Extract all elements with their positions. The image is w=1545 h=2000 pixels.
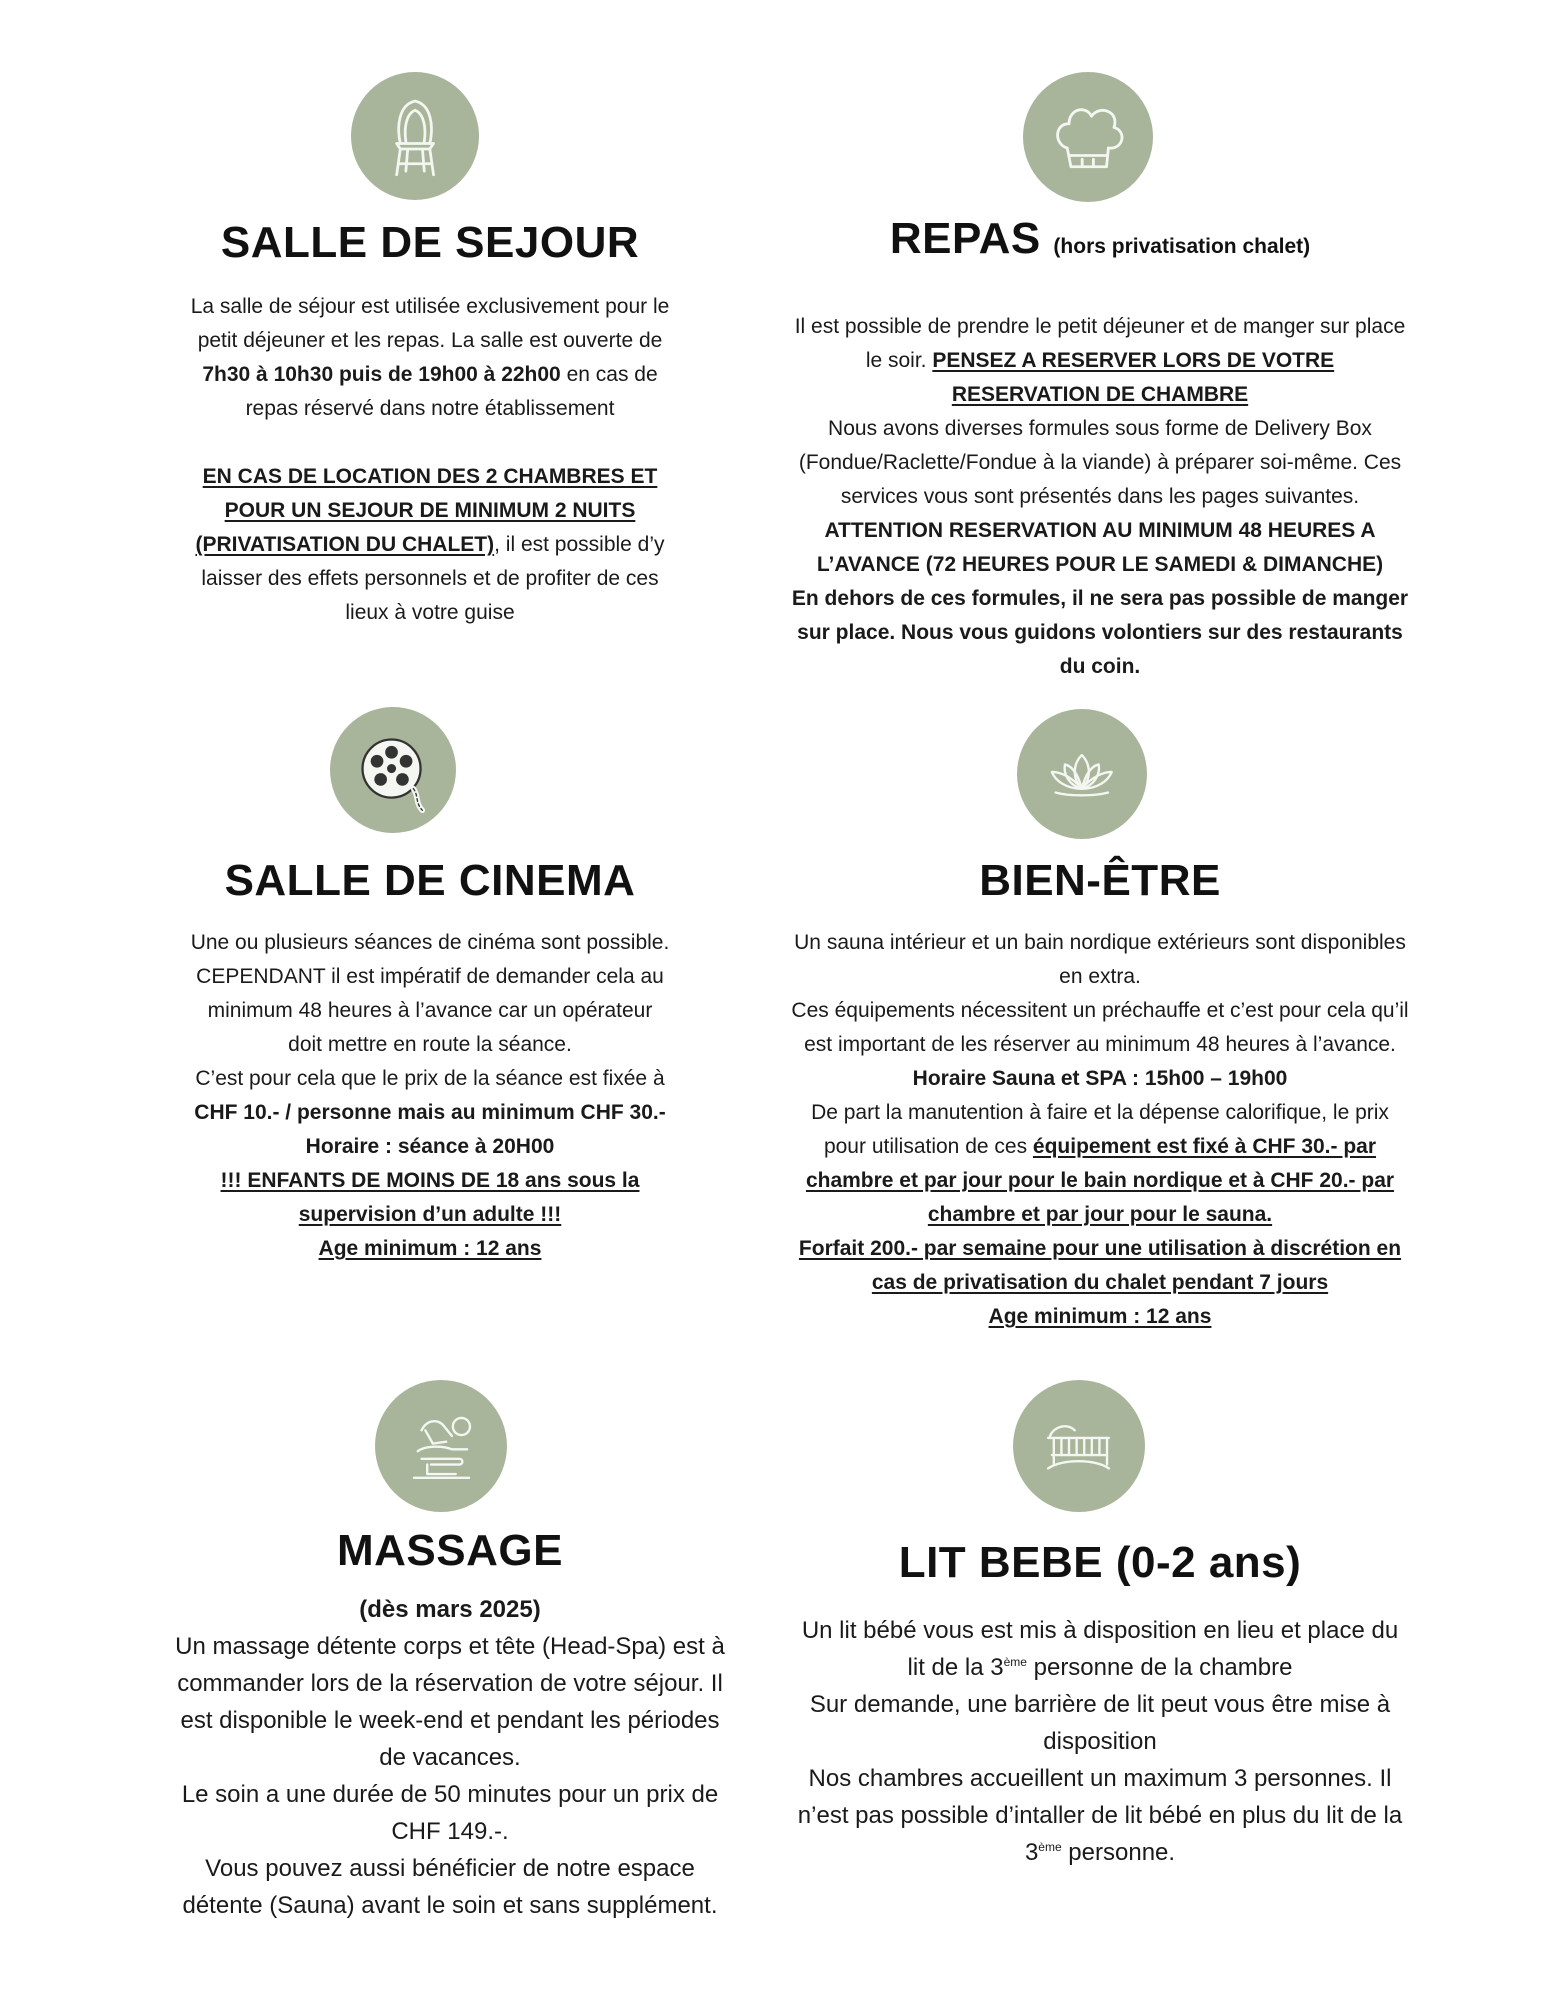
film-reel-icon (330, 707, 456, 833)
title-bien-etre: BIEN-ÊTRE (979, 856, 1221, 905)
baby-crib-icon (1013, 1380, 1145, 1512)
chef-hat-icon (1023, 72, 1153, 202)
title-salle-de-sejour: SALLE DE SEJOUR (220, 218, 640, 267)
title-lit-bebe: LIT BEBE (0-2 ans) (898, 1538, 1302, 1587)
section-salle-de-sejour (170, 0, 690, 624)
text-repas: Il est possible de prendre le petit déjeuner et de manger sur place le soir. PENSEZ A RESERVER LORS DE VOTRE RESERVATION DE CHAMBRE Nous avons diverses formules sous forme de Delivery Box (Fondue/Raclette/Fondue à la viande) à préparer soi-même. Ces services vous sont présentés dans les pages suivantes. ATTENTION RESERVATION AU MINIMUM 48 HEURES A L’AVANCE (72 HEURES POUR LE SAMEDI & DIMANCHE) En dehors de ces formules, il ne sera pas possible de manger sur place. Nous vous guidons volontiers sur des restaurants du coin. (791, 315, 1409, 678)
lotus-icon (1017, 709, 1147, 839)
massage-hands-icon (375, 1380, 507, 1512)
title-salle-de-cinema: SALLE DE CINEMA (224, 856, 636, 905)
text-lit-bebe: Un lit bébé vous est mis à disposition en lieu et place du lit de la 3ème personne de la chambre Sur demande, une barrière de lit peut vous être mise à disposition Nos chambres accueillent un maximum 3 personnes. Il n’est pas possible d’intaller de lit bébé en plus du lit de la 3ème personne. (797, 1617, 1403, 1866)
section-salle-de-cinema (170, 700, 690, 1300)
text-bien-etre: Un sauna intérieur et un bain nordique extérieurs sont disponibles en extra. Ces équipements nécessitent un préchauffe et c’est pour cela qu’il est important de les réserver au minimum 48 heures à l’avance. Horaire Sauna et SPA : 15h00 – 19h00 De part la manutention à faire et la dépense calorifique, le prix pour utilisation de ces équipement est fixé à CHF 30.- par chambre et par jour pour le bain nordique et à CHF 20.- par chambre et par jour pour le sauna. Forfait 200.- par semaine pour une utilisation à discrétion en cas de privatisation du chalet pendant 7 jours Age minimum : 12 ans (791, 931, 1409, 1328)
title-repas: REPAS (hors privatisation chalet) (889, 214, 1311, 263)
text-massage: (dès mars 2025) Un massage détente corps et tête (Head-Spa) est à commander lors de la réservation de votre séjour. Il est disponible le week-end et pendant les périodes de vacances. Le soin a une durée de 50 minutes pour un prix de CHF 149.-. Vous pouvez aussi bénéficier de notre espace détente (Sauna) avant le soin et sans supplément. (175, 1596, 725, 1919)
text-salle-de-cinema: Une ou plusieurs séances de cinéma sont possible. CEPENDANT il est impératif de demander cela au minimum 48 heures à l’avance car un opérateur doit mettre en route la séance. C’est pour cela que le prix de la séance est fixée à CHF 10.- / personne mais au minimum CHF 30.- Horaire : séance à 20H00 !!! ENFANTS DE MOINS DE 18 ans sous la supervision d’un adulte !!! Age minimum : 12 ans (190, 931, 670, 1260)
text-salle-de-sejour: La salle de séjour est utilisée exclusivement pour le petit déjeuner et les repas. La salle est ouverte de 7h30 à 10h30 puis de 19h00 à 22h00 en cas de repas réservé dans notre établissement EN CAS DE LOCATION DES 2 CHAMBRES ET POUR UN SEJOUR DE MINIMUM 2 NUITS (PRIVATISATION DU CHALET), il est possible d’y laisser des effets personnels et de profiter de ces lieux à votre guise (190, 295, 670, 624)
section-repas (780, 0, 1420, 700)
section-bien-etre (780, 700, 1420, 1380)
section-massage (170, 1380, 730, 1980)
section-lit-bebe (780, 1380, 1420, 1980)
title-massage: MASSAGE (337, 1526, 563, 1575)
chair-icon (351, 72, 479, 200)
